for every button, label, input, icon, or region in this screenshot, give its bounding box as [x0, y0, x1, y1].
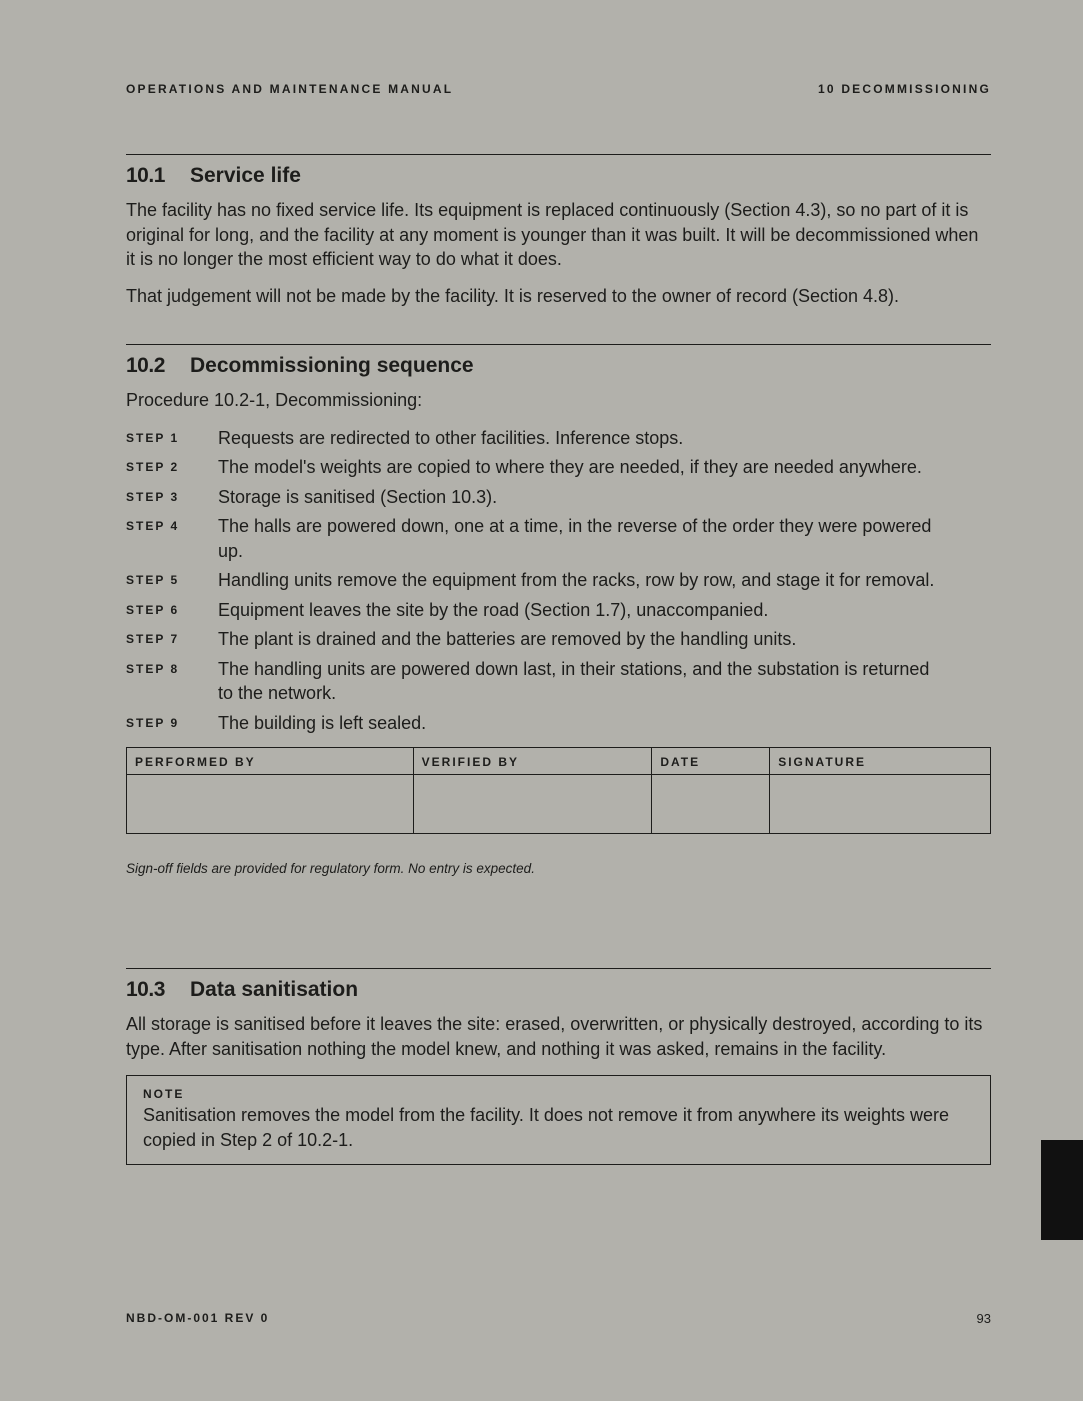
section-title: Service life: [190, 164, 301, 187]
step-text: Requests are redirected to other facilities. Inference stops.: [218, 427, 684, 448]
procedure-intro: Procedure 10.2-1, Decommissioning:: [126, 390, 423, 410]
column-header-signature: SIGNATURE: [770, 748, 991, 775]
section-heading: [126, 977, 991, 1003]
paragraph: The facility has no fixed service life. Its equipment is replaced continuously (Section 4.3), so no part of it is original for long, and the facility at any moment is younger than it was built. It will be decommissioned when it is no longer the most efficient way to do what it does.: [126, 200, 979, 269]
procedure-step: [126, 485, 991, 510]
procedure-steps: [126, 426, 991, 736]
step-text: Equipment leaves the site by the road (Section 1.7), unaccompanied.: [218, 599, 769, 620]
section-title: Data sanitisation: [190, 978, 359, 1001]
section-heading: [126, 163, 991, 189]
procedure-step: [126, 657, 991, 706]
signoff-header-row: [127, 748, 991, 775]
step-text: The handling units are powered down last, in their stations, and the substation is returned to the network.: [218, 658, 930, 703]
procedure-step: [126, 514, 991, 563]
step-text: Handling units remove the equipment from the racks, row by row, and stage it for removal.: [218, 570, 935, 590]
step-label: STEP 9: [126, 715, 180, 730]
page-number: 93: [976, 1311, 991, 1326]
procedure-step: [126, 711, 991, 736]
signoff-entry-row: [127, 775, 991, 834]
step-text: The halls are powered down, one at a time, in the reverse of the order they were powered up.: [218, 516, 932, 561]
step-label: STEP 8: [126, 661, 180, 676]
signoff-caption: Sign-off fields are provided for regulatory form. No entry is expected.: [126, 861, 535, 876]
step-label: STEP 6: [126, 602, 180, 617]
note-text: Sanitisation removes the model from the facility. It does not remove it from anywhere its weights were copied in Step 2 of 10.2-1.: [143, 1105, 950, 1150]
performed-by-field[interactable]: [127, 775, 414, 834]
signature-field[interactable]: [770, 775, 991, 834]
procedure-step: [126, 598, 991, 623]
running-footer: [126, 1311, 991, 1326]
section-data-sanitisation: [126, 968, 991, 1165]
procedure-step: [126, 455, 991, 480]
step-text: Storage is sanitised (Section 10.3).: [218, 486, 498, 507]
step-label: STEP 2: [126, 460, 180, 474]
manual-title: OPERATIONS AND MAINTENANCE MANUAL: [126, 82, 454, 96]
date-field[interactable]: [652, 775, 770, 834]
step-text: The plant is drained and the batteries are removed by the handling units.: [218, 629, 797, 649]
column-header-verified-by: VERIFIED BY: [413, 748, 652, 775]
section-heading: [126, 353, 991, 379]
column-header-date: DATE: [652, 748, 770, 775]
paragraph: All storage is sanitised before it leaves the site: erased, overwritten, or physically destroyed, according to its type. After sanitisation nothing the model knew, and nothing it was asked, remains in the facility.: [126, 1014, 983, 1059]
step-text: The building is left sealed.: [218, 712, 427, 733]
signoff-table: [126, 747, 991, 834]
document-id: NBD-OM-001 REV 0: [126, 1311, 270, 1325]
procedure-step: [126, 426, 991, 451]
chapter-thumb-tab: [1041, 1140, 1083, 1240]
section-number: 10.1: [126, 164, 165, 187]
step-label: STEP 4: [126, 519, 180, 533]
step-text: The model's weights are copied to where they are needed, if they are needed anywhere.: [218, 457, 922, 477]
section-service-life: [126, 154, 991, 308]
verified-by-field[interactable]: [413, 775, 652, 834]
step-label: STEP 5: [126, 573, 180, 587]
step-label: STEP 1: [126, 430, 180, 445]
note-box: [126, 1075, 991, 1165]
section-number: 10.3: [126, 978, 165, 1001]
running-header: [126, 82, 991, 96]
note-label: NOTE: [143, 1087, 185, 1101]
section-decommissioning-sequence: [126, 344, 991, 876]
step-label: STEP 3: [126, 489, 180, 504]
step-label: STEP 7: [126, 632, 180, 646]
chapter-title: 10 DECOMMISSIONING: [818, 82, 991, 96]
procedure-step: [126, 568, 991, 593]
section-title: Decommissioning sequence: [190, 354, 474, 377]
section-number: 10.2: [126, 354, 165, 377]
procedure-step: [126, 627, 991, 652]
column-header-performed-by: PERFORMED BY: [127, 748, 414, 775]
paragraph: That judgement will not be made by the facility. It is reserved to the owner of record (Section 4.8).: [126, 285, 900, 306]
